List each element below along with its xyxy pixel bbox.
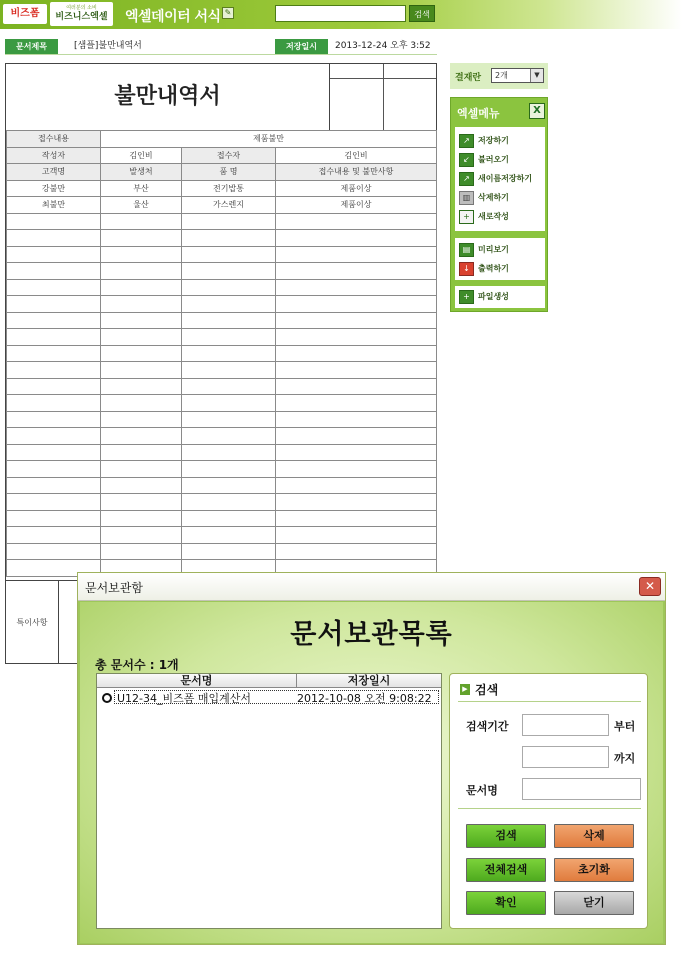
- open-icon: ↙: [459, 153, 474, 167]
- table-row[interactable]: [7, 543, 437, 560]
- table-cell[interactable]: [101, 411, 182, 428]
- brand-tagline: 여러분의 소비: [66, 5, 97, 11]
- table-cell[interactable]: [101, 345, 182, 362]
- preview-icon: ▤: [459, 243, 474, 257]
- table-cell[interactable]: 제품이상: [276, 180, 437, 197]
- list-item[interactable]: [97, 689, 441, 705]
- column-header-name[interactable]: 문서명: [97, 674, 297, 688]
- reset-button[interactable]: 초기화: [554, 858, 634, 882]
- bizform-logo[interactable]: 비즈폼: [3, 4, 47, 24]
- table-row[interactable]: [7, 411, 437, 428]
- table-cell[interactable]: [182, 510, 276, 527]
- table-cell[interactable]: [276, 312, 437, 329]
- menu-group-export: [455, 286, 545, 308]
- menu-item-label: 출력하기: [478, 264, 509, 273]
- table-cell[interactable]: [7, 362, 101, 379]
- table-row[interactable]: [7, 494, 437, 511]
- table-cell[interactable]: [182, 494, 276, 511]
- document-archive-dialog: [77, 572, 666, 945]
- docname-label: 문서명: [466, 784, 498, 797]
- save-as-icon: ↗: [459, 172, 474, 186]
- menu-item-save[interactable]: [459, 133, 545, 149]
- table-cell[interactable]: [182, 230, 276, 247]
- table-row[interactable]: [7, 246, 437, 263]
- table-cell[interactable]: [101, 230, 182, 247]
- row-radio[interactable]: [102, 693, 112, 703]
- table-cell[interactable]: [182, 378, 276, 395]
- table-cell[interactable]: [182, 461, 276, 478]
- table-row[interactable]: [7, 461, 437, 478]
- table-cell[interactable]: [7, 213, 101, 230]
- table-cell[interactable]: [101, 312, 182, 329]
- table-cell[interactable]: [276, 411, 437, 428]
- arrow-right-icon: ▶: [460, 684, 470, 695]
- table-cell[interactable]: [7, 345, 101, 362]
- period-label: 검색기간: [466, 720, 509, 733]
- approval-count-value: 2개: [495, 71, 508, 80]
- table-cell[interactable]: [7, 411, 101, 428]
- table-cell[interactable]: [182, 477, 276, 494]
- save-date-value: 2013-12-24 오후 3:52: [335, 41, 431, 51]
- table-cell[interactable]: [7, 428, 101, 445]
- menu-item-delete[interactable]: [459, 190, 545, 206]
- approval-grid: [330, 64, 436, 130]
- menu-item-label: 미리보기: [478, 245, 509, 254]
- table-cell[interactable]: [182, 279, 276, 296]
- table-row[interactable]: [7, 510, 437, 527]
- excel-menu-title: 엑셀메뉴: [457, 107, 500, 120]
- excel-menu-panel: [450, 97, 548, 312]
- menu-item-label: 파일생성: [478, 292, 509, 301]
- table-cell[interactable]: [101, 428, 182, 445]
- total-count: 총 문서수 : 1개: [95, 658, 179, 672]
- doc-title-label: 문서제목: [5, 39, 58, 54]
- table-cell[interactable]: [7, 230, 101, 247]
- table-cell[interactable]: [276, 444, 437, 461]
- table-cell[interactable]: [7, 461, 101, 478]
- menu-item-open[interactable]: [459, 152, 545, 168]
- table-cell[interactable]: [101, 477, 182, 494]
- menu-item-label: 새로작성: [478, 212, 509, 221]
- close-icon[interactable]: ✕: [639, 577, 661, 596]
- table-cell[interactable]: [101, 296, 182, 313]
- print-icon: ↓: [459, 262, 474, 276]
- table-cell[interactable]: [276, 329, 437, 346]
- doc-title-value: [샘플]불만내역서: [74, 41, 142, 51]
- table-cell[interactable]: [276, 494, 437, 511]
- table-cell[interactable]: [276, 246, 437, 263]
- to-suffix: 까지: [614, 752, 636, 765]
- confirm-button[interactable]: 확인: [466, 891, 546, 915]
- table-cell[interactable]: [7, 263, 101, 280]
- menu-group-file: [455, 127, 545, 231]
- period-from-input[interactable]: [522, 714, 609, 736]
- receiver-label: 접수자: [182, 147, 276, 164]
- table-cell[interactable]: [276, 428, 437, 445]
- table-cell[interactable]: [182, 246, 276, 263]
- table-cell[interactable]: [7, 477, 101, 494]
- table-cell[interactable]: [101, 329, 182, 346]
- table-cell[interactable]: [7, 543, 101, 560]
- table-cell[interactable]: 제품이상: [276, 197, 437, 214]
- approval-count-select[interactable]: [491, 68, 544, 83]
- table-cell[interactable]: [182, 428, 276, 445]
- table-cell[interactable]: [276, 527, 437, 544]
- from-suffix: 부터: [614, 720, 636, 733]
- document-date: 2012-10-08 오전 9:08:22: [297, 692, 432, 705]
- menu-group-print: [455, 238, 545, 280]
- table-cell[interactable]: [101, 444, 182, 461]
- search-panel: [449, 673, 648, 929]
- table-row[interactable]: [7, 444, 437, 461]
- table-cell[interactable]: [182, 543, 276, 560]
- divider: [5, 54, 437, 55]
- dialog-heading: 문서보관목록: [290, 619, 453, 650]
- menu-item-new[interactable]: [459, 209, 545, 225]
- menu-item-create-file[interactable]: [459, 289, 545, 305]
- table-cell[interactable]: [7, 329, 101, 346]
- table-cell[interactable]: [276, 461, 437, 478]
- table-cell[interactable]: [276, 296, 437, 313]
- table-cell[interactable]: [7, 510, 101, 527]
- dialog-body: [80, 602, 663, 943]
- table-cell[interactable]: [7, 312, 101, 329]
- table-cell[interactable]: [101, 527, 182, 544]
- table-cell[interactable]: [7, 296, 101, 313]
- period-to-input[interactable]: [522, 746, 609, 768]
- writer-label: 작성자: [7, 147, 101, 164]
- table-cell[interactable]: 울산: [101, 197, 182, 214]
- receipt-value[interactable]: 제품불만: [101, 131, 437, 148]
- dialog-title: 문서보관함: [85, 581, 143, 595]
- search-button[interactable]: 검색: [466, 824, 546, 848]
- menu-item-preview[interactable]: [459, 242, 545, 258]
- table-row[interactable]: [7, 428, 437, 445]
- table-cell[interactable]: [276, 230, 437, 247]
- table-row[interactable]: [7, 362, 437, 379]
- column-header: 고객명: [7, 164, 101, 181]
- table-cell[interactable]: 전기밥통: [182, 180, 276, 197]
- table-cell[interactable]: [101, 494, 182, 511]
- brand-name: 비즈니스엑셀: [55, 12, 108, 22]
- table-cell[interactable]: [7, 494, 101, 511]
- table-cell[interactable]: [182, 312, 276, 329]
- table-cell[interactable]: [101, 263, 182, 280]
- table-cell[interactable]: [101, 362, 182, 379]
- table-row[interactable]: [7, 345, 437, 362]
- receipt-label: 접수내용: [7, 131, 101, 148]
- table-cell[interactable]: [7, 395, 101, 412]
- table-cell[interactable]: 최불만: [7, 197, 101, 214]
- save-date-label: 저장일시: [275, 39, 328, 54]
- table-row[interactable]: [7, 329, 437, 346]
- table-row[interactable]: [7, 527, 437, 544]
- table-cell[interactable]: [182, 411, 276, 428]
- table-row[interactable]: [7, 230, 437, 247]
- table-cell[interactable]: [101, 461, 182, 478]
- table-row[interactable]: [7, 263, 437, 280]
- table-cell[interactable]: [7, 279, 101, 296]
- column-header: 발생처: [101, 164, 182, 181]
- table-row[interactable]: [7, 296, 437, 313]
- trash-icon: ▥: [459, 191, 474, 205]
- table-cell[interactable]: [182, 362, 276, 379]
- table-cell[interactable]: [101, 510, 182, 527]
- table-cell[interactable]: [182, 444, 276, 461]
- table-cell[interactable]: [276, 279, 437, 296]
- table-cell[interactable]: [276, 510, 437, 527]
- menu-item-label: 새이름저장하기: [478, 174, 533, 183]
- table-cell[interactable]: [182, 329, 276, 346]
- search-all-button[interactable]: 전체검색: [466, 858, 546, 882]
- table-cell[interactable]: 강불만: [7, 180, 101, 197]
- receiver-value[interactable]: 김인비: [276, 147, 437, 164]
- business-excel-logo[interactable]: [50, 2, 113, 26]
- table-cell[interactable]: [182, 527, 276, 544]
- table-cell[interactable]: [101, 395, 182, 412]
- document-list[interactable]: [96, 673, 442, 929]
- menu-item-print[interactable]: [459, 261, 545, 277]
- table-cell[interactable]: [276, 362, 437, 379]
- document-table[interactable]: [6, 130, 437, 577]
- document-heading: 불만내역서: [6, 64, 330, 130]
- table-cell[interactable]: [182, 296, 276, 313]
- column-header: 품 명: [182, 164, 276, 181]
- table-cell[interactable]: [101, 279, 182, 296]
- delete-button[interactable]: 삭제: [554, 824, 634, 848]
- column-header-date[interactable]: 저장일시: [297, 674, 441, 688]
- docname-input[interactable]: [522, 778, 641, 800]
- writer-value[interactable]: 김인비: [101, 147, 182, 164]
- table-cell[interactable]: [182, 395, 276, 412]
- table-row[interactable]: [7, 378, 437, 395]
- table-cell[interactable]: [182, 345, 276, 362]
- approval-label: 결재란: [455, 73, 482, 83]
- table-row[interactable]: [7, 395, 437, 412]
- table-cell[interactable]: 부산: [101, 180, 182, 197]
- menu-item-label: 삭제하기: [478, 193, 509, 202]
- excel-icon: X: [529, 103, 545, 119]
- table-cell[interactable]: [7, 444, 101, 461]
- app-title: 엑셀데이터 서식: [125, 9, 221, 25]
- table-cell[interactable]: [276, 263, 437, 280]
- chevron-down-icon[interactable]: ▼: [530, 69, 543, 82]
- table-cell[interactable]: [101, 213, 182, 230]
- table-cell[interactable]: [182, 213, 276, 230]
- table-cell[interactable]: [276, 345, 437, 362]
- table-cell[interactable]: [276, 477, 437, 494]
- create-file-icon: +: [459, 290, 474, 304]
- divider: [458, 701, 641, 702]
- close-button[interactable]: 닫기: [554, 891, 634, 915]
- table-cell[interactable]: [7, 527, 101, 544]
- table-cell[interactable]: 가스렌지: [182, 197, 276, 214]
- column-header: 접수내용 및 불만사항: [276, 164, 437, 181]
- table-cell[interactable]: [7, 246, 101, 263]
- table-cell[interactable]: [101, 246, 182, 263]
- table-cell[interactable]: [276, 543, 437, 560]
- table-row[interactable]: [7, 279, 437, 296]
- menu-item-label: 불러오기: [478, 155, 509, 164]
- table-cell[interactable]: [101, 543, 182, 560]
- save-icon: ↗: [459, 134, 474, 148]
- table-cell[interactable]: [276, 213, 437, 230]
- table-cell[interactable]: [7, 378, 101, 395]
- table-row[interactable]: [7, 213, 437, 230]
- top-header: [0, 0, 682, 29]
- table-cell[interactable]: [101, 378, 182, 395]
- table-cell[interactable]: [276, 378, 437, 395]
- new-document-icon: +: [459, 210, 474, 224]
- menu-item-save-as[interactable]: [459, 171, 545, 187]
- table-row[interactable]: [7, 312, 437, 329]
- dialog-titlebar[interactable]: [78, 573, 665, 601]
- search-input[interactable]: [275, 5, 406, 22]
- search-button[interactable]: 검색: [409, 5, 435, 22]
- edit-icon[interactable]: ✎: [222, 7, 234, 19]
- divider: [458, 808, 641, 809]
- search-panel-title: 검색: [475, 683, 499, 697]
- menu-item-label: 저장하기: [478, 136, 509, 145]
- document-name: U12-34_비즈폼 매입계산서: [117, 692, 252, 705]
- table-cell[interactable]: [276, 395, 437, 412]
- table-cell[interactable]: [182, 263, 276, 280]
- table-row[interactable]: [7, 477, 437, 494]
- special-notes-label: 특이사항: [6, 581, 59, 664]
